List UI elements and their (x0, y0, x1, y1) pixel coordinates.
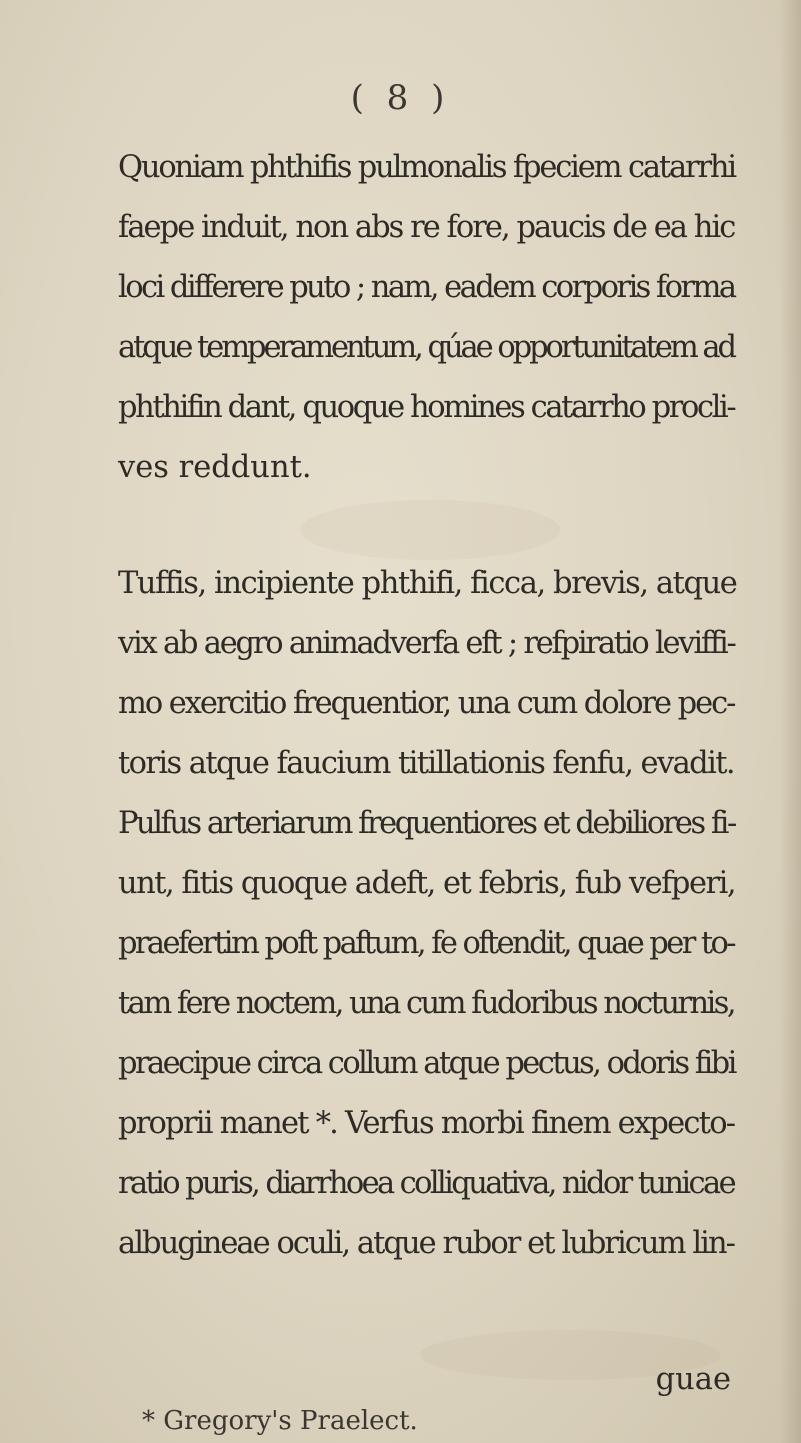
text-line: vix ab aegro animadverfa eft ; refpiratio leviffi- (118, 626, 735, 661)
text-line: loci differere puto ; nam, eadem corporis forma (118, 270, 735, 305)
text-line: unt, fitis quoque adeft, et febris, fub vefperi, (118, 866, 736, 901)
text-line: ratio puris, diarrhoea colliquativa, nidor tunicae (118, 1166, 734, 1201)
text-line: albugineae oculi, atque rubor et lubricum lin- (118, 1226, 734, 1261)
text-line: faepe induit, non abs re fore, paucis de ea hic (118, 210, 735, 245)
paragraph-2 (118, 554, 737, 1274)
bleed-through-stain (300, 500, 560, 560)
text-line: Pulfus arteriarum frequentiores et debiliores fi- (118, 806, 735, 841)
page-edge-shadow (779, 0, 801, 1443)
text-line: praecipue circa collum atque pectus, odoris fibi (118, 1046, 735, 1081)
text-line: atque temperamentum, qúae opportunitatem ad (118, 330, 734, 365)
catchword: guae (655, 1362, 731, 1397)
text-line: phthifin dant, quoque homines catarrho procli- (118, 390, 735, 425)
text-line: proprii manet *. Verfus morbi finem expecto- (118, 1106, 735, 1141)
page-number: ( 8 ) (350, 78, 451, 118)
text-line: Quoniam phthifis pulmonalis fpeciem catarrhi (118, 150, 735, 185)
text-line: tam fere noctem, una cum fudoribus nocturnis, (118, 986, 734, 1021)
text-line: praefertim poft paftum, fe oftendit, quae per to- (118, 926, 734, 961)
text-line: toris atque faucium titillationis fenfu, evadit. (118, 746, 734, 781)
footnote: * Gregory's Praelect. (142, 1406, 418, 1436)
text-line: mo exercitio frequentior, una cum dolore pec- (118, 686, 735, 721)
text-line: ves reddunt. (118, 450, 312, 485)
text-line: Tuffis, incipiente phthifi, ficca, brevis, atque (118, 566, 737, 601)
paragraph-1 (118, 138, 734, 498)
